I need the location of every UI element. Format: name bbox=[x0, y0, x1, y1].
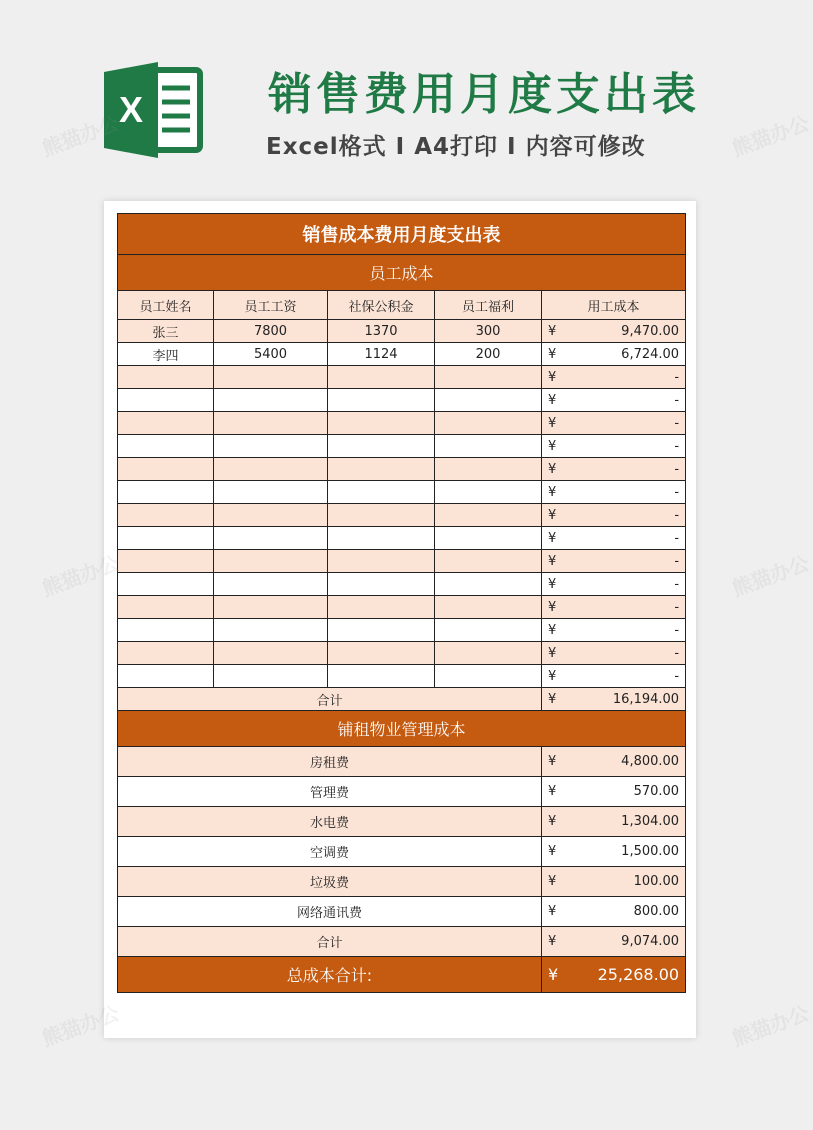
property-label: 管理费 bbox=[118, 777, 542, 807]
amount-cell bbox=[542, 777, 686, 807]
staff-insurance bbox=[328, 665, 435, 688]
staff-name bbox=[118, 435, 214, 458]
staff-insurance bbox=[328, 481, 435, 504]
staff-salary bbox=[214, 504, 328, 527]
staff-salary bbox=[214, 642, 328, 665]
excel-logo-icon bbox=[104, 62, 204, 158]
amount-cell bbox=[542, 927, 686, 957]
amount-cell bbox=[542, 412, 686, 435]
column-header: 员工工资 bbox=[214, 291, 328, 320]
staff-welfare bbox=[435, 619, 542, 642]
staff-welfare bbox=[435, 366, 542, 389]
staff-name bbox=[118, 366, 214, 389]
staff-salary bbox=[214, 389, 328, 412]
amount-cell bbox=[542, 619, 686, 642]
staff-name bbox=[118, 458, 214, 481]
page-subtitle: Excel格式 I A4打印 I 内容可修改 bbox=[266, 134, 646, 160]
staff-welfare bbox=[435, 642, 542, 665]
amount-value: - bbox=[674, 622, 680, 638]
amount-value: - bbox=[674, 461, 680, 477]
currency-symbol: ¥ bbox=[548, 392, 557, 408]
staff-insurance bbox=[328, 389, 435, 412]
amount-value: - bbox=[674, 392, 680, 408]
staff-insurance bbox=[328, 596, 435, 619]
staff-insurance bbox=[328, 412, 435, 435]
amount-cell bbox=[542, 837, 686, 867]
property-subtotal-row bbox=[118, 927, 686, 957]
staff-row bbox=[118, 343, 686, 366]
staff-name bbox=[118, 550, 214, 573]
amount-cell bbox=[542, 665, 686, 688]
staff-row bbox=[118, 481, 686, 504]
subtotal-label: 合计 bbox=[118, 688, 542, 711]
expense-table bbox=[117, 213, 686, 993]
staff-name bbox=[118, 504, 214, 527]
staff-name bbox=[118, 619, 214, 642]
amount-cell bbox=[542, 807, 686, 837]
amount-cell bbox=[542, 458, 686, 481]
page-title: 销售费用月度支出表 bbox=[268, 69, 700, 120]
currency-symbol: ¥ bbox=[548, 553, 557, 569]
amount-cell bbox=[542, 957, 686, 993]
amount-value: - bbox=[674, 553, 680, 569]
staff-salary bbox=[214, 458, 328, 481]
amount-cell bbox=[542, 573, 686, 596]
staff-welfare bbox=[435, 435, 542, 458]
staff-name bbox=[118, 412, 214, 435]
staff-salary: 5400 bbox=[214, 343, 328, 366]
staff-salary bbox=[214, 596, 328, 619]
currency-symbol: ¥ bbox=[548, 874, 557, 889]
property-label: 水电费 bbox=[118, 807, 542, 837]
staff-insurance bbox=[328, 642, 435, 665]
staff-row bbox=[118, 596, 686, 619]
amount-value: - bbox=[674, 484, 680, 500]
amount-cell bbox=[542, 504, 686, 527]
amount-value: 16,194.00 bbox=[612, 691, 680, 707]
staff-table-header bbox=[118, 291, 686, 320]
property-row bbox=[118, 747, 686, 777]
staff-subtotal-row bbox=[118, 688, 686, 711]
currency-symbol: ¥ bbox=[548, 784, 557, 799]
property-row bbox=[118, 807, 686, 837]
currency-symbol: ¥ bbox=[548, 668, 557, 684]
staff-insurance bbox=[328, 504, 435, 527]
amount-value: 25,268.00 bbox=[597, 965, 680, 984]
staff-salary bbox=[214, 366, 328, 389]
staff-insurance bbox=[328, 458, 435, 481]
staff-row bbox=[118, 573, 686, 596]
property-label: 空调费 bbox=[118, 837, 542, 867]
amount-cell bbox=[542, 688, 686, 711]
amount-cell bbox=[542, 596, 686, 619]
amount-value: - bbox=[674, 438, 680, 454]
staff-salary bbox=[214, 665, 328, 688]
staff-name bbox=[118, 389, 214, 412]
staff-salary bbox=[214, 527, 328, 550]
amount-value: 570.00 bbox=[633, 784, 680, 799]
staff-salary bbox=[214, 412, 328, 435]
property-label: 网络通讯费 bbox=[118, 897, 542, 927]
currency-symbol: ¥ bbox=[548, 530, 557, 546]
currency-symbol: ¥ bbox=[548, 415, 557, 431]
amount-value: - bbox=[674, 369, 680, 385]
currency-symbol: ¥ bbox=[548, 369, 557, 385]
subtotal-label: 合计 bbox=[118, 927, 542, 957]
currency-symbol: ¥ bbox=[548, 323, 557, 339]
amount-cell bbox=[542, 527, 686, 550]
staff-row bbox=[118, 412, 686, 435]
currency-symbol: ¥ bbox=[548, 622, 557, 638]
column-header: 社保公积金 bbox=[328, 291, 435, 320]
staff-row bbox=[118, 665, 686, 688]
staff-welfare bbox=[435, 458, 542, 481]
column-header: 用工成本 bbox=[542, 291, 686, 320]
amount-value: - bbox=[674, 576, 680, 592]
amount-cell bbox=[542, 897, 686, 927]
column-header: 员工姓名 bbox=[118, 291, 214, 320]
staff-row bbox=[118, 527, 686, 550]
staff-name bbox=[118, 642, 214, 665]
amount-cell bbox=[542, 481, 686, 504]
amount-cell bbox=[542, 867, 686, 897]
watermark: 熊猫办公 bbox=[38, 110, 123, 161]
property-row bbox=[118, 837, 686, 867]
staff-row bbox=[118, 619, 686, 642]
amount-value: 6,724.00 bbox=[621, 346, 680, 362]
watermark: 熊猫办公 bbox=[728, 550, 813, 601]
amount-cell bbox=[542, 550, 686, 573]
staff-welfare bbox=[435, 665, 542, 688]
currency-symbol: ¥ bbox=[548, 904, 557, 919]
amount-value: - bbox=[674, 415, 680, 431]
staff-insurance bbox=[328, 550, 435, 573]
amount-value: 800.00 bbox=[633, 904, 680, 919]
staff-welfare bbox=[435, 573, 542, 596]
staff-row bbox=[118, 458, 686, 481]
amount-value: - bbox=[674, 599, 680, 615]
section-property-cost: 铺租物业管理成本 bbox=[118, 711, 686, 747]
staff-salary: 7800 bbox=[214, 320, 328, 343]
currency-symbol: ¥ bbox=[548, 484, 557, 500]
staff-row bbox=[118, 320, 686, 343]
amount-cell bbox=[542, 747, 686, 777]
staff-insurance bbox=[328, 435, 435, 458]
amount-cell bbox=[542, 366, 686, 389]
amount-cell bbox=[542, 389, 686, 412]
watermark: 熊猫办公 bbox=[728, 110, 813, 161]
staff-name bbox=[118, 481, 214, 504]
spreadsheet-page bbox=[104, 201, 696, 1038]
staff-row bbox=[118, 366, 686, 389]
currency-symbol: ¥ bbox=[548, 934, 557, 949]
currency-symbol: ¥ bbox=[548, 576, 557, 592]
amount-value: 1,304.00 bbox=[621, 814, 680, 829]
staff-insurance bbox=[328, 619, 435, 642]
staff-salary bbox=[214, 435, 328, 458]
currency-symbol: ¥ bbox=[548, 754, 557, 769]
section-staff-cost: 员工成本 bbox=[118, 255, 686, 291]
staff-welfare bbox=[435, 389, 542, 412]
staff-row bbox=[118, 550, 686, 573]
grand-total-row bbox=[118, 957, 686, 993]
staff-insurance: 1370 bbox=[328, 320, 435, 343]
staff-name: 李四 bbox=[118, 343, 214, 366]
staff-welfare bbox=[435, 481, 542, 504]
staff-welfare bbox=[435, 596, 542, 619]
staff-row bbox=[118, 642, 686, 665]
sheet-title: 销售成本费用月度支出表 bbox=[118, 214, 686, 255]
currency-symbol: ¥ bbox=[548, 814, 557, 829]
staff-insurance bbox=[328, 366, 435, 389]
watermark: 熊猫办公 bbox=[728, 1000, 813, 1051]
currency-symbol: ¥ bbox=[548, 691, 557, 707]
staff-welfare: 200 bbox=[435, 343, 542, 366]
amount-value: 100.00 bbox=[633, 874, 680, 889]
staff-salary bbox=[214, 481, 328, 504]
staff-welfare bbox=[435, 412, 542, 435]
staff-name bbox=[118, 596, 214, 619]
currency-symbol: ¥ bbox=[548, 844, 557, 859]
staff-name bbox=[118, 665, 214, 688]
currency-symbol: ¥ bbox=[548, 599, 557, 615]
amount-value: - bbox=[674, 530, 680, 546]
property-label: 房租费 bbox=[118, 747, 542, 777]
watermark: 熊猫办公 bbox=[38, 1000, 123, 1051]
amount-value: - bbox=[674, 645, 680, 661]
svg-text:X: X bbox=[118, 89, 144, 130]
watermark: 熊猫办公 bbox=[38, 550, 123, 601]
property-row bbox=[118, 777, 686, 807]
staff-welfare bbox=[435, 527, 542, 550]
currency-symbol: ¥ bbox=[548, 965, 559, 984]
staff-salary bbox=[214, 573, 328, 596]
staff-welfare: 300 bbox=[435, 320, 542, 343]
staff-insurance bbox=[328, 573, 435, 596]
staff-name bbox=[118, 527, 214, 550]
currency-symbol: ¥ bbox=[548, 507, 557, 523]
column-header: 员工福利 bbox=[435, 291, 542, 320]
property-label: 垃圾费 bbox=[118, 867, 542, 897]
staff-salary bbox=[214, 550, 328, 573]
property-row bbox=[118, 867, 686, 897]
staff-name bbox=[118, 573, 214, 596]
staff-insurance: 1124 bbox=[328, 343, 435, 366]
amount-value: - bbox=[674, 507, 680, 523]
currency-symbol: ¥ bbox=[548, 438, 557, 454]
amount-value: - bbox=[674, 668, 680, 684]
amount-cell bbox=[542, 435, 686, 458]
staff-welfare bbox=[435, 504, 542, 527]
amount-cell bbox=[542, 642, 686, 665]
staff-salary bbox=[214, 619, 328, 642]
staff-welfare bbox=[435, 550, 542, 573]
currency-symbol: ¥ bbox=[548, 461, 557, 477]
currency-symbol: ¥ bbox=[548, 645, 557, 661]
staff-name: 张三 bbox=[118, 320, 214, 343]
grand-total-label: 总成本合计: bbox=[118, 957, 542, 993]
currency-symbol: ¥ bbox=[548, 346, 557, 362]
property-row bbox=[118, 897, 686, 927]
staff-insurance bbox=[328, 527, 435, 550]
amount-cell bbox=[542, 343, 686, 366]
amount-value: 4,800.00 bbox=[621, 754, 680, 769]
amount-value: 9,470.00 bbox=[621, 323, 680, 339]
staff-row bbox=[118, 435, 686, 458]
amount-value: 1,500.00 bbox=[621, 844, 680, 859]
staff-row bbox=[118, 389, 686, 412]
amount-cell bbox=[542, 320, 686, 343]
staff-row bbox=[118, 504, 686, 527]
amount-value: 9,074.00 bbox=[621, 934, 680, 949]
